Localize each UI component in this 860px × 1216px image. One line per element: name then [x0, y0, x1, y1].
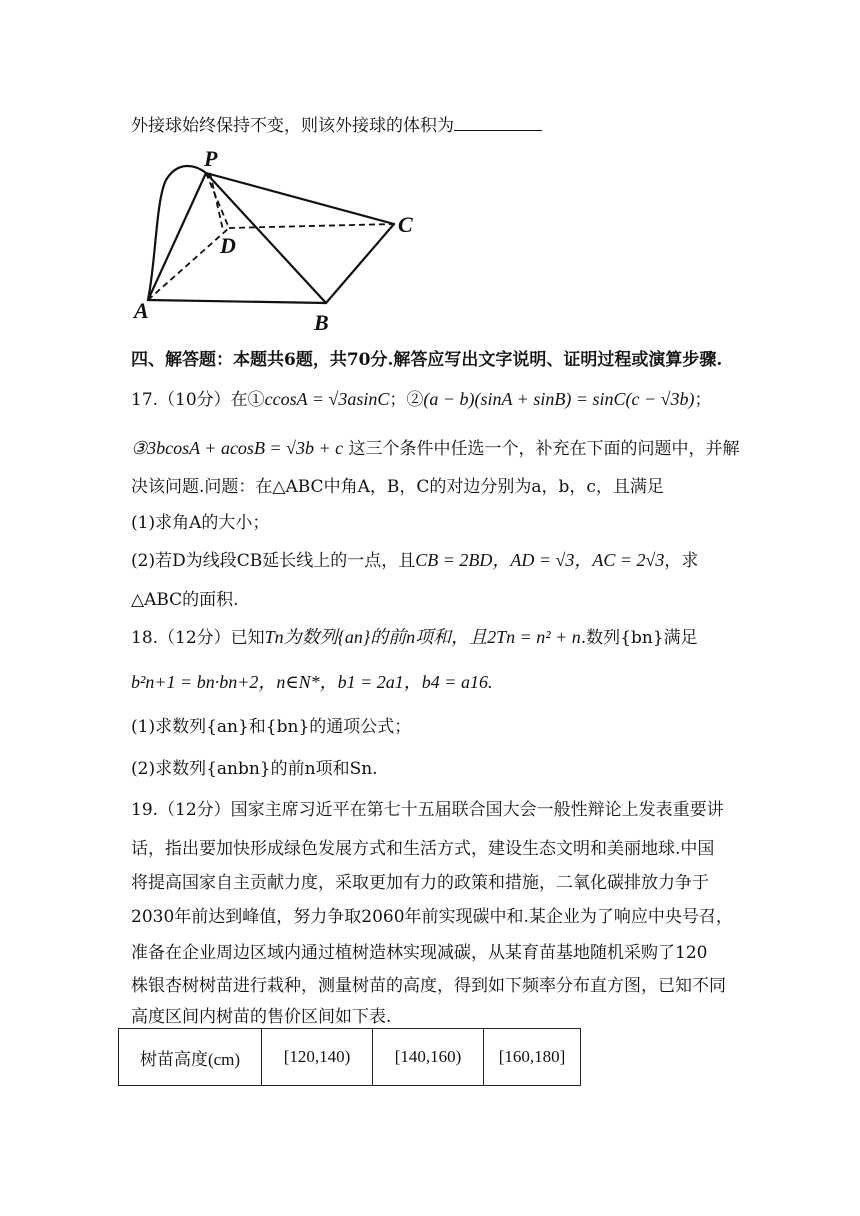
- label-p: P: [204, 146, 218, 171]
- table-cell-range-1: [120,140): [262, 1029, 373, 1086]
- q17-part2-tail: ，求: [664, 551, 699, 571]
- label-b: B: [314, 310, 329, 330]
- q17-condition-1: ccosA = √3asinC: [264, 389, 390, 409]
- q17-part2-text: (2)若D为线段CB延长线上的一点，且: [131, 551, 416, 571]
- edge-ad-hidden: [148, 228, 229, 300]
- edge-pd-hidden: [206, 173, 229, 228]
- label-d: D: [220, 233, 236, 258]
- q19-line-3: 将提高国家自主贡献力度，采取更加有力的政策和措施，二氧化碳排放力争于: [131, 873, 709, 893]
- q18-line1: [131, 623, 698, 649]
- edge-pc: [206, 173, 394, 224]
- edge-ab: [148, 300, 326, 303]
- answer-blank: [454, 114, 542, 131]
- q17-condition-3: ③3bcosA + acosB = √3b + c: [131, 438, 344, 458]
- table-row: [119, 1029, 581, 1086]
- fill-blank-line: [131, 111, 542, 136]
- q17-line2: [131, 434, 740, 459]
- q17-separator: ；②: [389, 390, 424, 410]
- q19-line-1: 19.（12分）国家主席习近平在第七十五届联合国大会一般性辩论上发表重要讲: [131, 800, 724, 820]
- table-cell-range-3: [160,180]: [484, 1029, 581, 1086]
- edge-bc: [326, 224, 394, 303]
- q19-line-4: 2030年前达到峰值，努力争取2060年前实现碳中和.某企业为了响应中央号召，: [131, 907, 733, 927]
- q19-line-5: 准备在企业周边区域内通过植树造林实现减碳，从某育苗基地随机采购了120: [131, 943, 708, 963]
- q18-line2: b²n+1 = bn·bn+2，n∈N*，b1 = 2a1，b4 = a16.: [131, 672, 493, 692]
- table-cell-range-2: [140,160): [373, 1029, 484, 1086]
- price-table: [118, 1028, 581, 1086]
- q18-part2: (2)求数列{anbn}的前n项和Sn.: [131, 759, 378, 779]
- table-cell-height-header: 树苗高度(cm): [119, 1029, 262, 1086]
- q17-intro: 17.（10分）在①: [131, 390, 265, 410]
- q17-part2-math: CB = 2BD，AD = √3，AC = 2√3: [415, 550, 665, 570]
- q19-line-7: 高度区间内树苗的售价区间如下表.: [131, 1007, 392, 1027]
- edge-pd-hidden-2: [210, 173, 223, 230]
- q18-part1: (1)求数列{an}和{bn}的通项公式；: [131, 717, 412, 737]
- q19-line-2: 话，指出要加快形成绿色发展方式和生活方式，建设生态文明和美丽地球.中国: [131, 839, 715, 859]
- fill-blank-text: 外接球始终保持不变，则该外接球的体积为: [131, 116, 454, 136]
- q17-part1: (1)求角A的大小；: [131, 513, 270, 533]
- q17-part2-line2: △ABC的面积.: [131, 590, 239, 610]
- q17-part2: [131, 546, 698, 572]
- q17-line2-text: 这三个条件中任选一个，补充在下面的问题中，并解: [348, 439, 740, 459]
- q18-line1-tail: .数列{bn}满足: [580, 628, 698, 648]
- section-heading: 四、解答题：本题共6题，共70分.解答应写出文字说明、证明过程或演算步骤.: [131, 350, 723, 370]
- q18-intro: 18.（12分）已知: [131, 628, 265, 648]
- q17-condition-2: (a − b)(sinA + sinB) = sinC(c − √3b): [423, 389, 695, 409]
- label-a: A: [134, 298, 149, 323]
- label-c: C: [398, 212, 413, 237]
- q19-line-6: 株银杏树树苗进行栽种，测量树苗的高度，得到如下频率分布直方图，已知不同: [131, 976, 726, 996]
- pyramid-figure: [126, 140, 426, 330]
- q17-line3: 决该问题.问题：在△ABC中角A，B，C的对边分别为a，b，c，且满足: [131, 477, 664, 497]
- q18-math-1: Tn为数列{an}的前n项和，且2Tn = n² + n: [264, 627, 581, 647]
- q17-line1: 17.（10分）在①ccosA = √3asinC；②(a − b)(sinA + sinB) = sinC(c − √3b)；: [131, 389, 712, 410]
